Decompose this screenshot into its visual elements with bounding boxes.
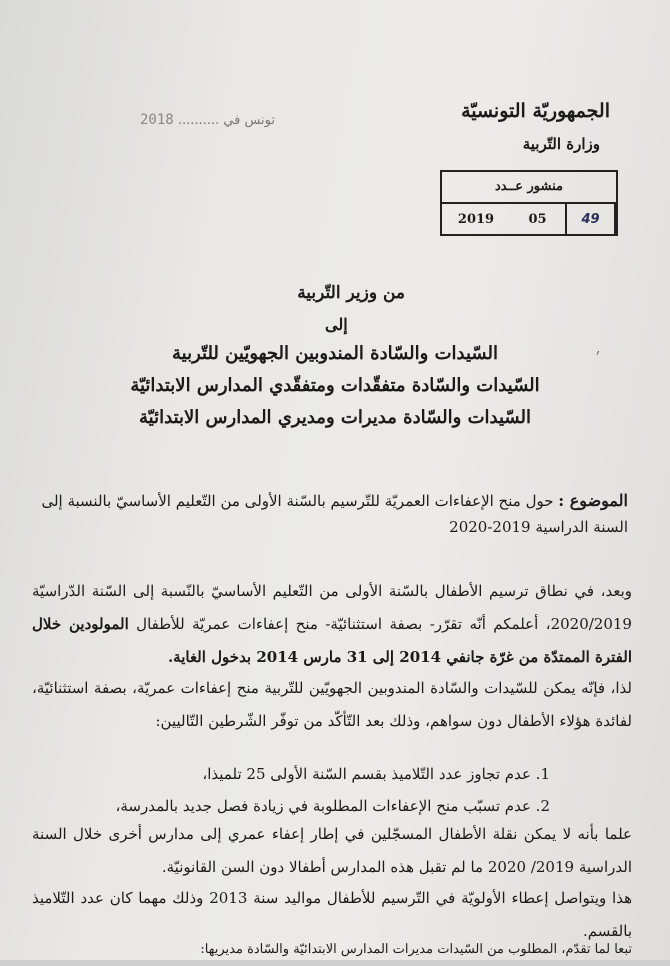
condition-1: 1. عدم تجاوز عدد التّلاميذ بقسم السّنة الأولى 25 تلميذا، [202,765,550,783]
paragraph-1-bold: المولودين خلال الفترة الممتدّة من غرّة جانفي 2014 إلى 31 مارس 2014 بدخول الغاية. [32,615,632,666]
subject [38,488,628,540]
circular-row [442,204,616,236]
dateline-year: 2018 [139,112,174,128]
paragraph-4: هذا ويتواصل إعطاء الأولويّة في التّرسيم للأطفال مواليد سنة 2013 وذلك مهما كان عدد التّلاميذ بالقسم. [32,889,633,940]
paragraph-2: لذا، فإنّه يمكن للسّيدات والسّادة المندوبين الجهويّين للتّربية منح إعفاءات عمريّة، بصفة استثنائيّة، لفائدة هؤلاء الأطفال دون سواهم، وذلك بعد التّأكّد من توفّر الشّرطين التّاليين: [32,679,632,730]
paragraph-3: علما بأنه لا يمكن نقلة الأطفال المسجّلين في إطار إعفاء عمري إلى مدارس أخرى خلال السنة الدراسية 2019/ 2020 ما لم تقبل هذه المدارس أطفالا دون السن القانونيّة. [32,825,632,876]
sender-line: من وزير التّربية [297,283,405,303]
margin-mark: ׳ [596,345,600,364]
circular-month: 05 [510,204,567,236]
recipient-2: السّيدات والسّادة متفقّدات ومتفقّدي المدارس الابتدائيّة [130,375,540,396]
dateline-prefix: تونس في .......... [177,113,275,128]
circular-year: 2019 [457,212,495,227]
subject-text: حول منح الإعفاءات العمريّة للتّرسيم بالسّنة الأولى من التّعليم الأساسيّ بالنسبة إلى السنة الدراسية 2019-2020 [41,492,628,536]
paragraph-1-text: وبعد، في نطاق ترسيم الأطفال بالسّنة الأولى من التّعليم الأساسيّ بالنّسبة إلى السّنة الدّراسيّة 2020/2019، أعلمكم أنّه تقرّر- بصفة استثنائيّة- منح إعفاءات عمريّة للأطفال [32,582,632,633]
to-line: إلى [325,315,348,334]
paragraph-5: تبعا لما تقدّم، المطلوب من السّيدات مديرات المدارس الابتدائيّة والسّادة مديريها: [200,942,632,957]
subject-label: الموضوع : [558,491,628,510]
condition-2: 2. عدم تسبّب منح الإعفاءات المطلوبة في زيادة فصل جديد بالمدرسة، [115,797,550,815]
circular-number-handwritten: 49 [567,204,616,236]
ministry-heading: وزارة التّربية [522,135,600,153]
republic-heading: الجمهوريّة التونسيّة [461,100,610,122]
circular-number-box [440,170,618,236]
dateline [55,112,275,128]
circular-label: منشور عــدد [442,172,616,204]
recipient-1: السّيدات والسّادة المندوبين الجهويّين للتّربية [172,343,498,364]
paragraph-1 [32,575,632,674]
recipient-3: السّيدات والسّادة مديرات ومديري المدارس الابتدائيّة [139,407,531,428]
